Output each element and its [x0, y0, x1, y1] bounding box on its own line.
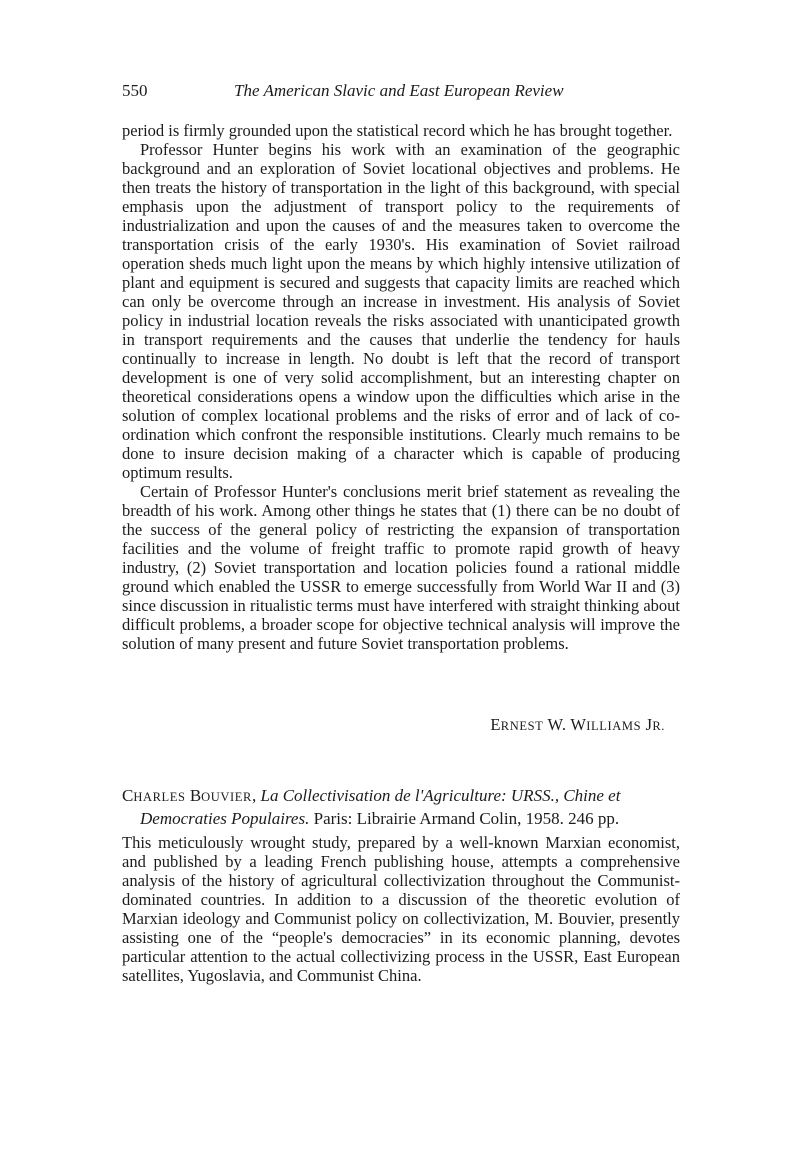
- reviewer-signature: ERNEST W. WILLIAMS JR.: [490, 715, 665, 734]
- author-name: CHARLES BOUVIER: [122, 786, 252, 805]
- book-title-cont: Democraties Populaires.: [140, 809, 310, 828]
- book-citation: [122, 785, 680, 830]
- review-bouvier-body: [122, 833, 680, 985]
- paragraph-summary: Professor Hunter begins his work with an examination of the geographic background and an exploration of Soviet locational objectives and problems. He then treats the history of transportation in the light of this background, with special emphasis upon the adjustment of transport policy to the requirements of industrialization and upon the causes of and the measures taken to overcome the transportation crisis of the early 1930's. His examination of Soviet railroad operation sheds much light upon the means by which highly intensive utilization of plant and equipment is secured and suggests that capacity limits are reached which can only be overcome through an increase in investment. His analysis of Soviet policy in industrial location reveals the risks associated with unanticipated growth in transport requirements and the causes that underlie the tendency for hauls continually to increase in length. No doubt is left that the record of transport development is one of very solid accomplishment, but an interesting chapter on theoretical considerations opens a window upon the difficulties which arise in the solution of complex locational problems and the risks of error and of lack of coordination which confront the responsible institutions. Clearly much remains to be done to insure decision making of a character which is capable of producing optimum results.: [122, 140, 680, 482]
- book-title: La Collectivisation de l'Agriculture: URSS., Chine et: [260, 786, 621, 805]
- review-hunter-body: [122, 121, 680, 653]
- paragraph-bouvier: This meticulously wrought study, prepared by a well-known Marxian economist, and published by a leading French publishing house, attempts a comprehensive analysis of the history of agricultural collectivization throughout the Communist-dominated countries. In addition to a discussion of the theoretic evolution of Marxian ideology and Communist policy on collectivization, M. Bouvier, presently assisting one of the “people's democracies” in its economic planning, devotes particular attention to the actual collectivizing process in the USSR, East European satellites, Yugoslavia, and Communist China.: [122, 833, 680, 985]
- journal-title: The American Slavic and East European Review: [234, 81, 564, 100]
- paragraph-continuation: period is firmly grounded upon the statistical record which he has brought together.: [122, 121, 673, 140]
- publisher-info: Paris: Librairie Armand Colin, 1958. 246 pp.: [313, 809, 620, 828]
- citation-line-1: CHARLES BOUVIER, La Collectivisation de l'Agriculture: URSS., Chine et: [122, 786, 621, 805]
- paragraph-conclusions: Certain of Professor Hunter's conclusions merit brief statement as revealing the breadth of his work. Among other things he states that (1) there can be no doubt of the success of the general policy of restricting the expansion of transportation facilities and the volume of freight traffic to promote rapid growth of heavy industry, (2) Soviet transportation and location policies found a rational middle ground which enabled the USSR to emerge successfully from World War II and (3) since discussion in ritualistic terms must have interfered with straight thinking about difficult problems, a broader scope for objective technical analysis will improve the solution of many present and future Soviet transportation problems.: [122, 482, 680, 653]
- page-number: 550: [122, 81, 148, 100]
- citation-line-2: [122, 808, 680, 830]
